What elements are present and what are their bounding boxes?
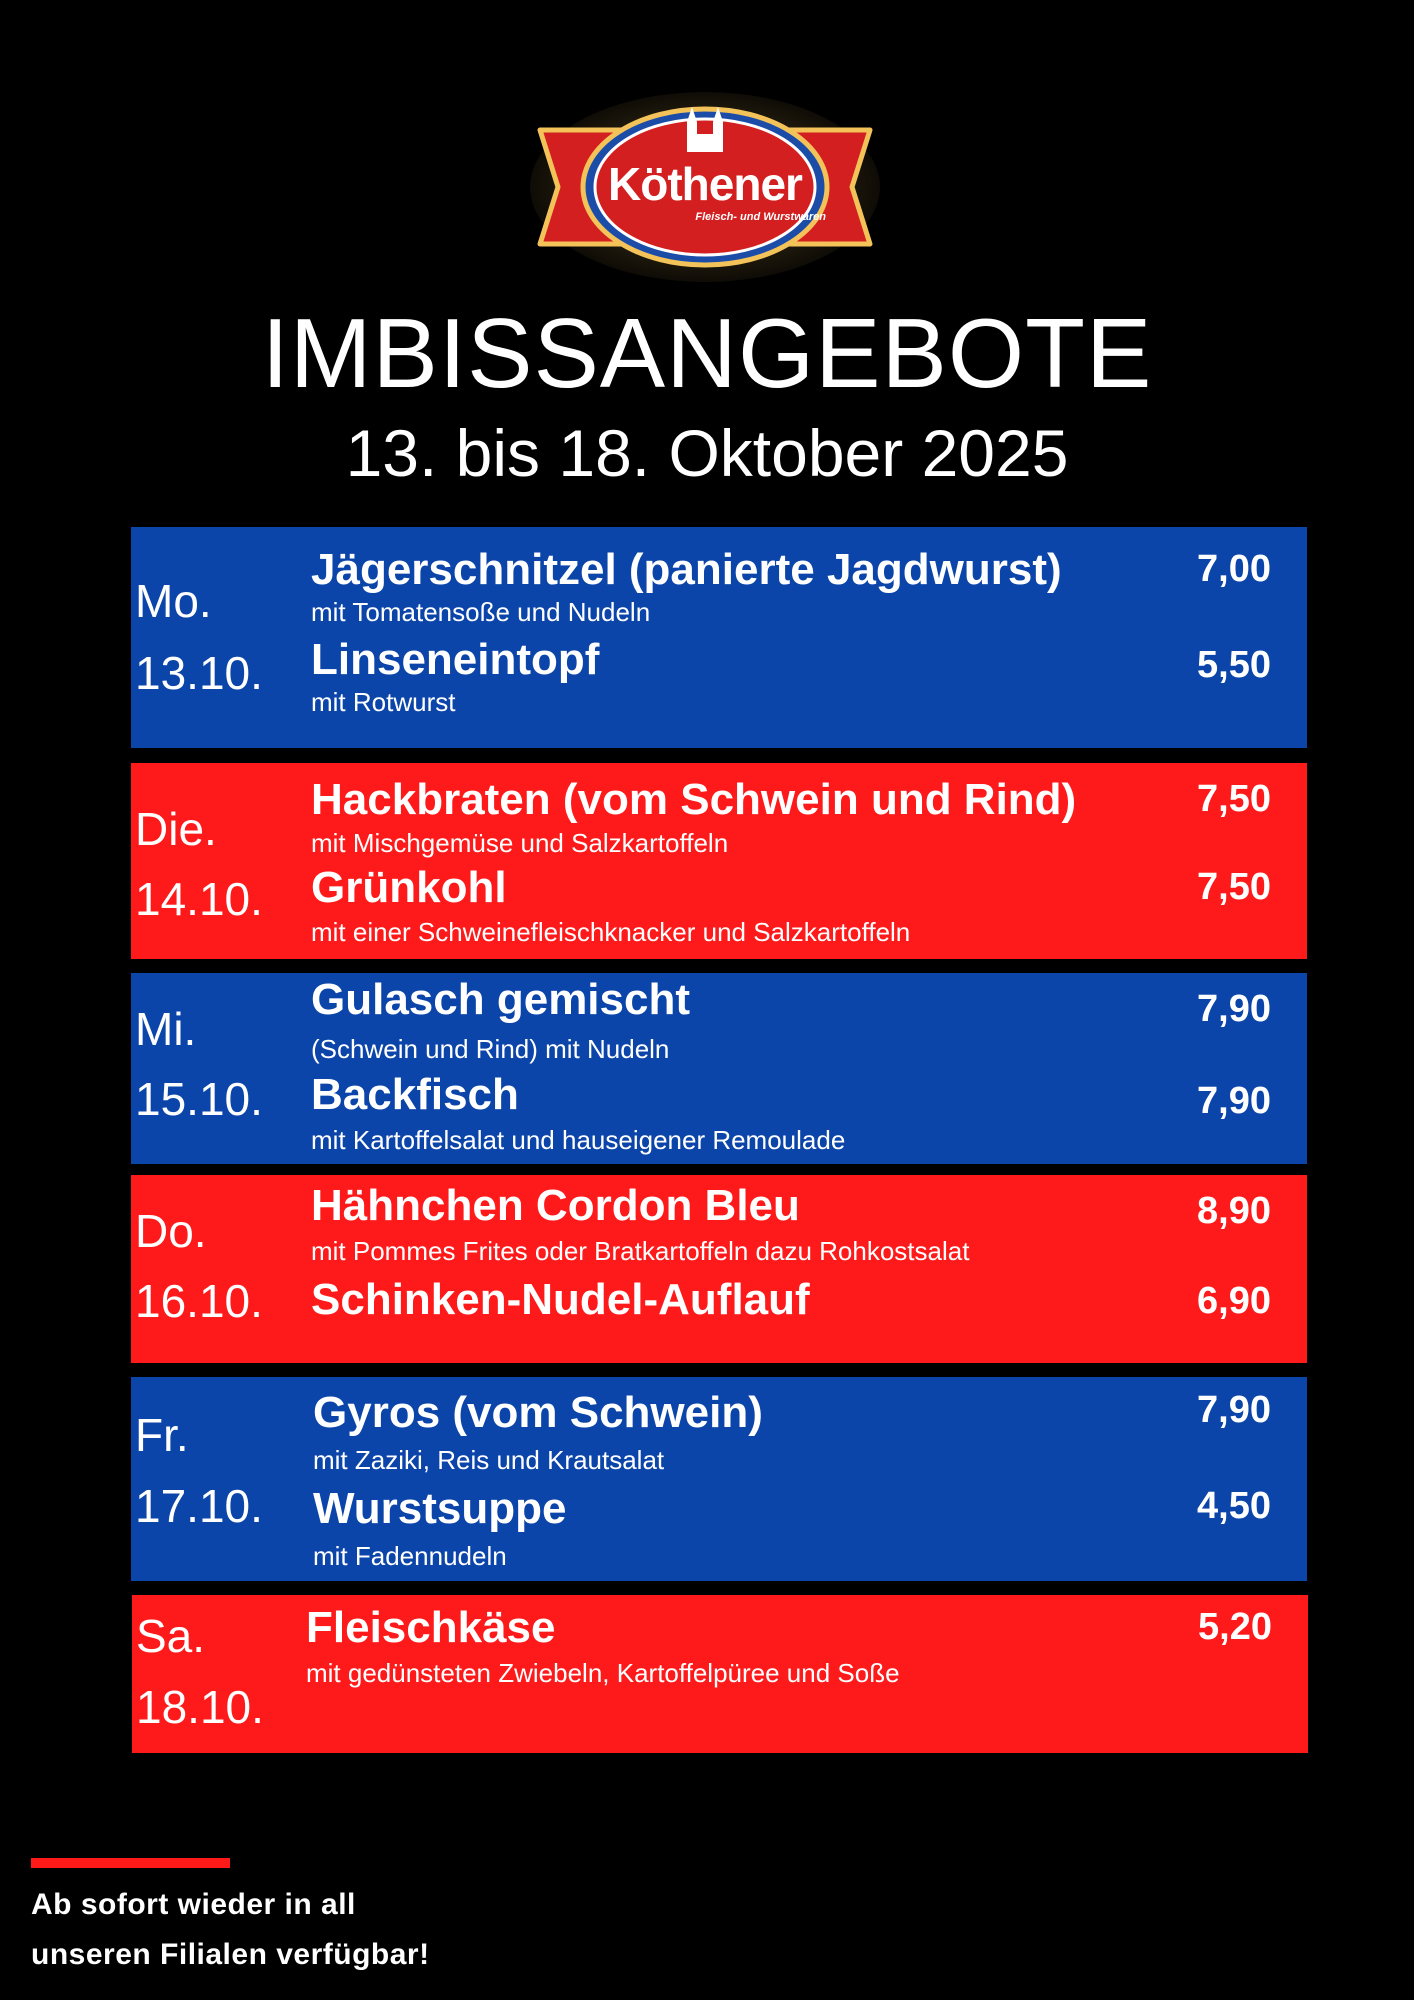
day-name: Do. (135, 1205, 207, 1257)
dish-price: 7,50 (1197, 866, 1271, 908)
dish-price: 5,20 (1198, 1606, 1272, 1648)
logo-tagline: Fleisch- und Wurstwaren (695, 211, 826, 223)
dish-name: Jägerschnitzel (panierte Jagdwurst) (311, 545, 1062, 594)
dish-description: mit gedünsteten Zwiebeln, Kartoffelpüree und Soße (306, 1658, 900, 1688)
day-date: 13.10. (135, 647, 263, 699)
day-name: Fr. (135, 1409, 189, 1461)
dish-description: mit Mischgemüse und Salzkartoffeln (311, 828, 729, 858)
dish-name: Wurstsuppe (313, 1484, 567, 1533)
day-block-6 (132, 1595, 1308, 1753)
day-date: 14.10. (135, 873, 263, 925)
dish-name: Grünkohl (311, 863, 507, 912)
day-name: Mo. (135, 575, 212, 627)
day-date: 17.10. (135, 1480, 263, 1532)
dish-price: 7,00 (1197, 548, 1271, 590)
dish-price: 7,90 (1197, 1389, 1271, 1431)
day-block-2 (131, 763, 1307, 959)
logo-brand-text: Köthener (608, 158, 802, 210)
footer-accent-bar (31, 1858, 230, 1868)
koethener-logo (530, 92, 880, 282)
day-date: 16.10. (135, 1275, 263, 1327)
footer-line-1: Ab sofort wieder in all (31, 1888, 356, 1921)
day-name: Die. (135, 803, 217, 855)
dish-name: Gulasch gemischt (311, 975, 691, 1024)
dish-price: 6,90 (1197, 1280, 1271, 1322)
dish-description: mit Tomatensoße und Nudeln (311, 597, 651, 627)
dish-price: 8,90 (1197, 1190, 1271, 1232)
day-block-3 (131, 973, 1307, 1164)
footer-line-2: unseren Filialen verfügbar! (31, 1938, 430, 1971)
dish-name: Gyros (vom Schwein) (313, 1388, 763, 1437)
dish-price: 7,90 (1197, 1080, 1271, 1122)
dish-price: 5,50 (1197, 644, 1271, 686)
dish-name: Fleischkäse (306, 1603, 556, 1652)
day-date: 15.10. (135, 1073, 263, 1125)
day-block-1 (131, 527, 1307, 748)
dish-description: mit Fadennudeln (313, 1541, 507, 1571)
day-name: Sa. (136, 1610, 206, 1662)
dish-name: Schinken-Nudel-Auflauf (311, 1275, 810, 1324)
dish-description: mit Kartoffelsalat und hauseigener Remoulade (311, 1125, 846, 1155)
dish-name: Linseneintopf (311, 635, 600, 684)
page-subtitle: 13. bis 18. Oktober 2025 (345, 416, 1069, 490)
dish-description: mit einer Schweinefleischknacker und Salzkartoffeln (311, 917, 911, 947)
dish-price: 7,90 (1197, 988, 1271, 1030)
day-block-4 (131, 1175, 1307, 1363)
day-name: Mi. (135, 1003, 197, 1055)
dish-description: mit Zaziki, Reis und Krautsalat (313, 1445, 665, 1475)
dish-description: mit Rotwurst (311, 687, 456, 717)
dish-price: 7,50 (1197, 778, 1271, 820)
dish-description: mit Pommes Frites oder Bratkartoffeln dazu Rohkostsalat (311, 1236, 970, 1266)
day-block-5 (131, 1377, 1307, 1581)
dish-name: Hackbraten (vom Schwein und Rind) (311, 775, 1077, 824)
dish-description: (Schwein und Rind) mit Nudeln (311, 1034, 670, 1064)
day-date: 18.10. (136, 1681, 264, 1733)
dish-name: Backfisch (311, 1070, 519, 1119)
page-title: IMBISSANGEBOTE (261, 298, 1153, 408)
dish-price: 4,50 (1197, 1485, 1271, 1527)
dish-name: Hähnchen Cordon Bleu (311, 1181, 800, 1230)
